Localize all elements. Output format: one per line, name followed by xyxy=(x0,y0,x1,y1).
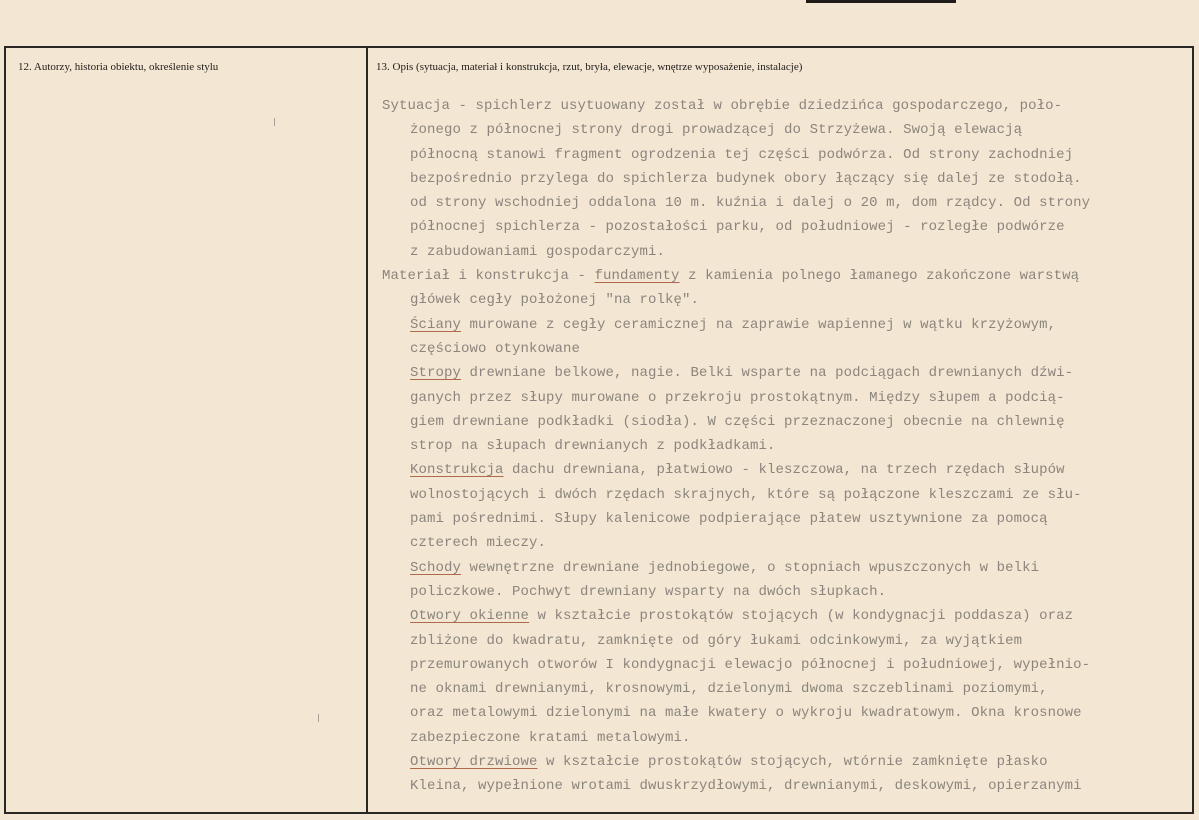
text-line: strop na słupach drewnianych z podkładkami. xyxy=(410,438,776,455)
text-line: ne oknami drewnianymi, krosnowymi, dzielonymi dwoma szczeblinami poziomymi, xyxy=(410,681,1048,698)
text-line: pami pośrednimi. Słupy kalenicowe podpierające płatew usztywnione za pomocą xyxy=(410,511,1048,528)
text-line: Kleina, wypełnione wrotami dwuskrzydłowymi, drewnianymi, deskowymi, opierzanymi xyxy=(410,778,1082,795)
text-line xyxy=(382,313,1186,337)
text-line xyxy=(382,264,1186,288)
underlined-term: Otwory drzwiowe xyxy=(410,754,538,771)
text-line xyxy=(382,750,1186,774)
underlined-term: fundamenty xyxy=(594,268,680,285)
text-line: Sytuacja - spichlerz usytuowany został w obrębie dziedzińca gospodarczego, poło- xyxy=(382,98,1063,114)
text-line: bezpośrednio przylega do spichlerza budynek obory łączący się dalej ze stodołą. xyxy=(410,170,1082,187)
text-segment: murowane z cegły ceramicznej na zaprawie wapiennej w wątku krzyżowym, xyxy=(461,316,1057,333)
text-line: czterech mieczy. xyxy=(410,535,547,552)
text-line xyxy=(382,361,1186,385)
top-edge-tab xyxy=(806,0,956,3)
text-line: północnej spichlerza - pozostałości parku, od południowej - rozległe podwórze xyxy=(410,219,1065,236)
text-segment: dachu drewniana, płatwiowo - kleszczowa, na trzech rzędach słupów xyxy=(503,462,1065,479)
text-segment: Materiał i konstrukcja - xyxy=(382,268,595,285)
text-line xyxy=(382,604,1186,628)
paper-mark xyxy=(274,118,275,126)
text-line: północną stanowi fragment ogrodzenia tej części podwórza. Od strony zachodniej xyxy=(410,146,1074,163)
text-segment: wewnętrzne drewniane jednobiegowe, o stopniach wpuszczonych w belki xyxy=(461,559,1040,576)
section-12-heading: 12. Autorzy, historia obiektu, określenie stylu xyxy=(18,61,219,73)
underlined-term: Schody xyxy=(410,559,462,576)
description-text xyxy=(382,94,1186,799)
text-line: z zabudowaniami gospodarczymi. xyxy=(410,243,666,260)
column-divider xyxy=(366,46,368,814)
underlined-term: Otwory okienne xyxy=(410,608,530,625)
text-line: żonego z północnej strony drogi prowadzącej do Strzyżewa. Swoją elewacją xyxy=(410,122,1023,139)
underlined-term: Ściany xyxy=(410,316,462,333)
text-line xyxy=(382,458,1186,482)
text-line xyxy=(382,556,1186,580)
text-line: giem drewniane podkładki (siodła). W części przeznaczonej obecnie na chlewnię xyxy=(410,413,1065,430)
text-line: zabezpieczone kratami metalowymi. xyxy=(410,729,691,746)
underlined-term: Stropy xyxy=(410,365,462,382)
text-line: wolnostojących i dwóch rzędach skrajnych, które są połączone kleszczami ze słu- xyxy=(410,486,1082,503)
text-line: ganych przez słupy murowane o przekroju prostokątnym. Między słupem a podcią- xyxy=(410,389,1065,406)
underlined-term: Konstrukcja xyxy=(410,462,504,479)
text-segment: z kamienia polnego łamanego zakończone warstwą xyxy=(679,268,1080,285)
section-13-heading: 13. Opis (sytuacja, materiał i konstrukcja, rzut, bryła, elewacje, wnętrze wyposażenie, instalacje) xyxy=(376,61,803,73)
text-line: częściowo otynkowane xyxy=(410,340,581,357)
text-segment: w kształcie prostokątów stojących, wtórnie zamknięte płasko xyxy=(537,754,1048,771)
text-line: zbliżone do kwadratu, zamknięte od góry łukami odcinkowymi, za wyjątkiem xyxy=(410,632,1023,649)
text-line: przemurowanych otworów I kondygnacji elewacjo północnej i południowej, wypełnio- xyxy=(410,656,1091,673)
text-line: oraz metalowymi dzielonymi na małe kwatery o wykroju kwadratowym. Okna krosnowe xyxy=(410,705,1082,722)
text-line: główek cegły położonej "na rolkę". xyxy=(410,292,700,309)
text-segment: drewniane belkowe, nagie. Belki wsparte na podciągach drewnianych dźwi- xyxy=(461,365,1074,382)
text-line: policzkowe. Pochwyt drewniany wsparty na dwóch słupkach. xyxy=(410,583,887,600)
paper-mark xyxy=(318,714,319,722)
text-segment: w kształcie prostokątów stojących (w kondygnacji poddasza) oraz xyxy=(529,608,1074,625)
text-line: od strony wschodniej oddalona 10 m. kuźnia i dalej o 20 m, dom rządcy. Od strony xyxy=(410,195,1091,212)
